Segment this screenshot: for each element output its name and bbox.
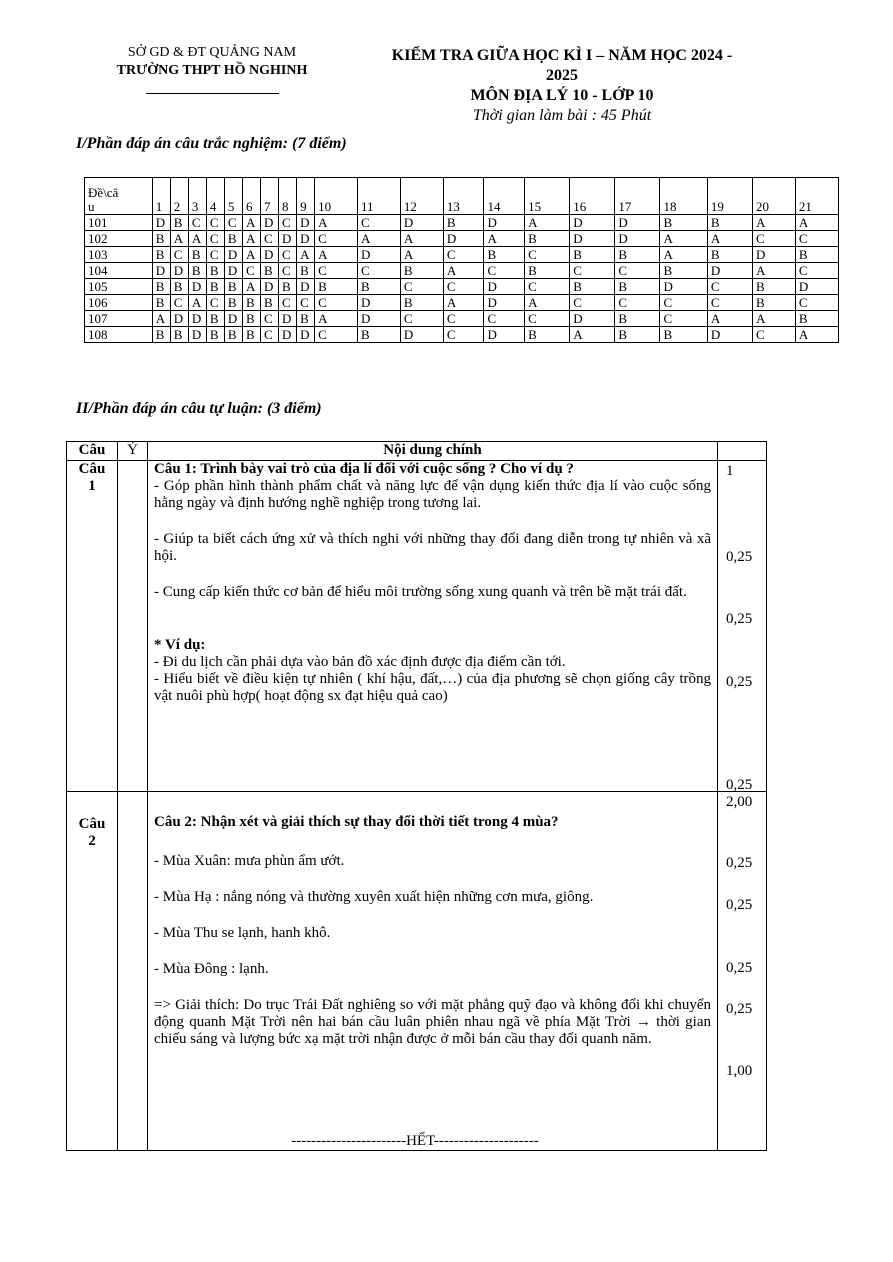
q2-total-score: 2,00 (726, 794, 753, 810)
mc-answer-cell: C (279, 215, 297, 231)
mc-answer-cell: A (315, 215, 358, 231)
mc-answer-cell: C (570, 263, 615, 279)
mc-answer-cell: D (484, 215, 525, 231)
mc-answer-cell: B (358, 279, 401, 295)
mc-row (85, 231, 839, 247)
section1-title: I/Phần đáp án câu trắc nghiệm: (7 điểm) (76, 135, 347, 152)
mc-answer-cell: B (660, 215, 707, 231)
q1-example-title: * Ví dụ: (154, 637, 206, 653)
q2-label (67, 792, 118, 1151)
mc-answer-cell: B (707, 215, 752, 231)
q1-title-score: 1 (726, 463, 734, 479)
mc-answer-cell: A (753, 263, 796, 279)
mc-question-number: 7 (261, 178, 279, 215)
header-right (362, 46, 762, 126)
essay-row-q1 (67, 461, 767, 792)
q2-summer: - Mùa Hạ : nắng nóng và thường xuyên xuất hiện những cơn mưa, giông. (154, 889, 594, 905)
mc-answer-cell: C (660, 295, 707, 311)
mc-question-number: 1 (152, 178, 170, 215)
mc-answer-cell: C (206, 215, 224, 231)
mc-exam-code: 108 (85, 327, 153, 343)
mc-answer-cell: D (297, 231, 315, 247)
q2-label-line2: 2 (88, 833, 96, 849)
mc-answer-cell: D (707, 263, 752, 279)
mc-answer-cell: D (795, 279, 838, 295)
essay-answer-table (66, 441, 767, 1151)
mc-exam-code: 104 (85, 263, 153, 279)
mc-row (85, 311, 839, 327)
mc-answer-cell: B (206, 327, 224, 343)
mc-answer-cell: A (795, 215, 838, 231)
mc-answer-cell: C (753, 231, 796, 247)
mc-question-number: 11 (358, 178, 401, 215)
mc-answer-cell: B (206, 263, 224, 279)
mc-answer-cell: A (358, 231, 401, 247)
mc-answer-cell: C (443, 247, 484, 263)
mc-answer-cell: C (795, 263, 838, 279)
mc-answer-cell: A (170, 231, 188, 247)
exam-title-line1: KIỂM TRA GIỮA HỌC KÌ I – NĂM HỌC 2024 - (391, 47, 733, 64)
mc-answer-cell: A (660, 231, 707, 247)
mc-answer-cell: B (753, 279, 796, 295)
mc-answer-cell: D (261, 279, 279, 295)
school-name: TRƯỜNG THPT HỒ NGHINH (116, 63, 308, 78)
mc-answer-cell: C (297, 295, 315, 311)
mc-answer-cell: A (707, 311, 752, 327)
mc-answer-cell: A (400, 231, 443, 247)
mc-answer-cell: A (795, 327, 838, 343)
mc-answer-cell: A (188, 231, 206, 247)
mc-exam-code: 102 (85, 231, 153, 247)
mc-answer-cell: A (297, 247, 315, 263)
q1-label-line2: 1 (88, 478, 96, 494)
mc-question-number: 3 (188, 178, 206, 215)
q1-example-score: 0,25 (726, 777, 753, 793)
mc-answer-cell: D (152, 215, 170, 231)
mc-answer-cell: D (615, 215, 660, 231)
mc-answer-cell: A (315, 311, 358, 327)
q2-content (148, 792, 718, 1151)
q1-point-2: - Giúp ta biết cách ứng xử và thích nghi với những thay đổi đang diễn trong tự nhiên và xã hội. (154, 531, 711, 564)
mc-answer-cell: C (206, 295, 224, 311)
mc-answer-cell: D (570, 215, 615, 231)
q1-label (67, 461, 118, 792)
mc-answer-cell: A (242, 231, 260, 247)
mc-answer-cell: B (707, 247, 752, 263)
mc-row (85, 263, 839, 279)
mc-answer-cell: D (358, 311, 401, 327)
q1-title: Câu 1: Trình bày vai trò của địa lí đối với cuộc sống ? Cho ví dụ ? (154, 461, 574, 477)
mc-answer-cell: B (152, 247, 170, 263)
mc-answer-cell: A (152, 311, 170, 327)
mc-question-number: 19 (707, 178, 752, 215)
q1-score-1: 0,25 (726, 549, 753, 565)
mc-answer-cell: D (152, 263, 170, 279)
mc-row (85, 327, 839, 343)
mc-answer-cell: B (261, 295, 279, 311)
mc-answer-cell: B (400, 263, 443, 279)
mc-question-number: 13 (443, 178, 484, 215)
department-name: SỞ GD & ĐT QUẢNG NAM (127, 45, 297, 60)
mc-answer-cell: A (400, 247, 443, 263)
mc-answer-cell: C (242, 263, 260, 279)
mc-answer-cell: C (170, 295, 188, 311)
mc-answer-cell: C (261, 327, 279, 343)
mc-answer-cell: C (206, 247, 224, 263)
mc-answer-cell: C (206, 231, 224, 247)
mc-answer-cell: D (188, 279, 206, 295)
mc-answer-cell: D (443, 231, 484, 247)
mc-answer-cell: C (358, 215, 401, 231)
mc-row (85, 247, 839, 263)
mc-answer-cell: B (660, 263, 707, 279)
end-marker: -----------------------HẾT--------------------- (291, 1133, 539, 1149)
q2-autumn: - Mùa Thu se lạnh, hanh khô. (154, 925, 331, 941)
mc-answer-cell: C (615, 295, 660, 311)
mc-answer-cell: C (484, 263, 525, 279)
mc-answer-cell: C (443, 327, 484, 343)
mc-row (85, 279, 839, 295)
mc-answer-cell: B (261, 263, 279, 279)
q1-label-line1: Câu (78, 461, 106, 477)
mc-answer-cell: A (660, 247, 707, 263)
mc-question-number: 16 (570, 178, 615, 215)
mc-answer-cell: D (660, 279, 707, 295)
mc-question-number: 20 (753, 178, 796, 215)
mc-answer-cell: C (358, 263, 401, 279)
mc-answer-cell: C (279, 247, 297, 263)
mc-answer-cell: D (297, 279, 315, 295)
mc-answer-cell: B (170, 327, 188, 343)
mc-answer-cell: D (358, 247, 401, 263)
mc-exam-code: 101 (85, 215, 153, 231)
mc-answer-cell: D (188, 327, 206, 343)
mc-answer-cell: C (753, 327, 796, 343)
q2-winter-score: 0,25 (726, 960, 753, 976)
essay-row-q2 (67, 792, 767, 1151)
q2-explain-score-a: 0,25 (726, 1001, 753, 1017)
mc-answer-table (84, 177, 839, 343)
header-content: Nội dung chính (148, 442, 718, 461)
mc-answer-cell: D (570, 311, 615, 327)
mc-answer-cell: B (525, 231, 570, 247)
mc-answer-cell: B (570, 279, 615, 295)
mc-answer-cell: C (525, 279, 570, 295)
mc-question-number: 4 (206, 178, 224, 215)
mc-answer-cell: C (525, 311, 570, 327)
mc-answer-cell: B (224, 231, 242, 247)
mc-answer-cell: B (753, 295, 796, 311)
mc-answer-cell: D (570, 231, 615, 247)
mc-answer-cell: A (484, 231, 525, 247)
mc-answer-cell: A (707, 231, 752, 247)
mc-answer-cell: B (170, 279, 188, 295)
mc-answer-cell: D (279, 311, 297, 327)
mc-answer-cell: D (170, 311, 188, 327)
q1-example-2: - Hiểu biết về điều kiện tự nhiên ( khí hậu, đất,…) của địa phương sẽ chọn giống cây trồng vật nuôi phù hợp( hoạt động sx đạt hiệu quả cao) (154, 671, 711, 704)
mc-answer-cell: B (152, 327, 170, 343)
mc-answer-cell: B (242, 327, 260, 343)
mc-answer-cell: A (525, 295, 570, 311)
q1-score-3: 0,25 (726, 674, 753, 690)
mc-answer-cell: D (707, 327, 752, 343)
mc-answer-cell: C (660, 311, 707, 327)
mc-answer-cell: C (443, 311, 484, 327)
mc-answer-cell: C (170, 247, 188, 263)
mc-exam-code: 105 (85, 279, 153, 295)
mc-answer-cell: B (400, 295, 443, 311)
mc-answer-cell: D (224, 247, 242, 263)
mc-answer-cell: B (525, 327, 570, 343)
mc-answer-cell: B (170, 215, 188, 231)
q1-score-2: 0,25 (726, 611, 753, 627)
mc-answer-cell: A (443, 295, 484, 311)
mc-answer-cell: A (570, 327, 615, 343)
q1-point-1: - Góp phần hình thành phẩm chất và năng lực để vận dụng kiến thức địa lí vào cuộc sống hằng ngày và định hướng nghề nghiệp trong tương lai. (154, 478, 711, 511)
header-cau: Câu (67, 442, 118, 461)
exam-title-line2: 2025 (546, 67, 578, 84)
header-divider (146, 93, 279, 94)
q2-label-line1: Câu (78, 816, 106, 832)
mc-answer-cell: B (570, 247, 615, 263)
mc-question-number: 12 (400, 178, 443, 215)
mc-question-number: 5 (224, 178, 242, 215)
mc-answer-cell: C (400, 311, 443, 327)
mc-answer-cell: B (615, 247, 660, 263)
mc-answer-cell: A (242, 215, 260, 231)
mc-answer-cell: B (525, 263, 570, 279)
mc-answer-cell: D (484, 279, 525, 295)
mc-answer-cell: D (170, 263, 188, 279)
mc-row (85, 215, 839, 231)
mc-answer-cell: C (484, 311, 525, 327)
mc-question-number: 9 (297, 178, 315, 215)
mc-answer-cell: B (358, 327, 401, 343)
mc-answer-cell: D (484, 327, 525, 343)
mc-header-row (85, 178, 839, 215)
mc-question-number: 15 (525, 178, 570, 215)
mc-answer-cell: B (443, 215, 484, 231)
q2-y-cell (118, 792, 148, 1151)
mc-answer-cell: D (400, 327, 443, 343)
mc-answer-cell: D (279, 231, 297, 247)
mc-answer-cell: C (795, 295, 838, 311)
q1-y-cell (118, 461, 148, 792)
mc-answer-cell: B (615, 327, 660, 343)
mc-answer-cell: B (795, 311, 838, 327)
mc-answer-cell: C (443, 279, 484, 295)
mc-answer-cell: B (615, 279, 660, 295)
q2-spring-score: 0,25 (726, 855, 753, 871)
mc-answer-cell: C (525, 247, 570, 263)
mc-answer-cell: B (615, 311, 660, 327)
mc-answer-cell: B (279, 279, 297, 295)
mc-exam-code: 103 (85, 247, 153, 263)
q2-scores (718, 792, 767, 1151)
header-score (718, 442, 767, 461)
q2-spring: - Mùa Xuân: mưa phùn ẩm ướt. (154, 853, 345, 869)
mc-corner-label (85, 178, 153, 215)
mc-question-number: 10 (315, 178, 358, 215)
mc-answer-cell: B (242, 311, 260, 327)
mc-answer-cell: C (795, 231, 838, 247)
mc-answer-cell: A (242, 279, 260, 295)
mc-answer-cell: D (224, 311, 242, 327)
mc-answer-cell: A (525, 215, 570, 231)
mc-answer-cell: D (261, 247, 279, 263)
mc-answer-cell: B (242, 295, 260, 311)
mc-answer-cell: C (315, 263, 358, 279)
q2-explain: => Giải thích: Do trục Trái Đất nghiêng so với mặt phẳng quỹ đạo và không đổi khi chuyển động quanh Mặt Trời nên hai bán cầu luân phiên nhau ngã về phía Mặt Trời → thời gian chiếu sáng và lượng bức xạ mặt trời nhận được ở mỗi bán cầu thay đổi quanh năm. (154, 997, 711, 1047)
mc-question-number: 17 (615, 178, 660, 215)
q1-content (148, 461, 718, 792)
mc-question-number: 18 (660, 178, 707, 215)
mc-answer-cell: A (188, 295, 206, 311)
header-left (96, 44, 328, 80)
mc-answer-cell: C (400, 279, 443, 295)
mc-answer-cell: B (188, 247, 206, 263)
mc-answer-cell: B (484, 247, 525, 263)
mc-answer-cell: C (570, 295, 615, 311)
mc-answer-cell: D (188, 311, 206, 327)
mc-row (85, 295, 839, 311)
mc-question-number: 6 (242, 178, 260, 215)
mc-answer-cell: B (297, 311, 315, 327)
mc-exam-code: 107 (85, 311, 153, 327)
mc-answer-cell: D (297, 327, 315, 343)
mc-answer-cell: C (261, 311, 279, 327)
mc-answer-cell: B (206, 279, 224, 295)
mc-answer-cell: C (315, 295, 358, 311)
mc-question-number: 14 (484, 178, 525, 215)
mc-answer-cell: A (242, 247, 260, 263)
mc-answer-cell: C (315, 231, 358, 247)
mc-answer-cell: D (484, 295, 525, 311)
mc-answer-cell: D (261, 215, 279, 231)
q2-title: Câu 2: Nhận xét và giải thích sự thay đổi thời tiết trong 4 mùa? (154, 814, 559, 830)
mc-answer-cell: C (279, 263, 297, 279)
mc-corner-line1: Đề\câ (88, 185, 119, 200)
mc-corner-line2: u (88, 199, 95, 214)
mc-question-number: 2 (170, 178, 188, 215)
mc-answer-cell: B (206, 311, 224, 327)
mc-answer-cell: A (753, 215, 796, 231)
essay-header-row (67, 442, 767, 461)
mc-answer-cell: D (358, 295, 401, 311)
mc-answer-cell: C (707, 279, 752, 295)
mc-answer-cell: B (152, 279, 170, 295)
q1-scores (718, 461, 767, 792)
mc-answer-cell: D (400, 215, 443, 231)
mc-question-number: 8 (279, 178, 297, 215)
exam-time: Thời gian làm bài : 45 Phút (472, 107, 652, 124)
q2-explain-score-b: 1,00 (726, 1063, 753, 1079)
mc-answer-cell: C (279, 295, 297, 311)
mc-answer-cell: B (795, 247, 838, 263)
q2-summer-score: 0,25 (726, 897, 753, 913)
mc-exam-code: 106 (85, 295, 153, 311)
mc-answer-cell: B (224, 279, 242, 295)
mc-answer-cell: A (753, 311, 796, 327)
mc-answer-cell: B (224, 295, 242, 311)
mc-answer-cell: C (261, 231, 279, 247)
mc-answer-cell: D (297, 215, 315, 231)
subject-title: MÔN ĐỊA LÝ 10 - LỚP 10 (470, 87, 654, 104)
mc-answer-cell: B (188, 263, 206, 279)
mc-answer-cell: D (615, 231, 660, 247)
mc-answer-cell: C (615, 263, 660, 279)
mc-answer-cell: C (707, 295, 752, 311)
mc-answer-cell: B (224, 327, 242, 343)
mc-answer-cell: A (443, 263, 484, 279)
q1-example-1: - Đi du lịch cần phải dựa vào bản đồ xác định được địa điểm cần tới. (154, 654, 566, 670)
mc-answer-cell: D (753, 247, 796, 263)
mc-answer-cell: D (279, 327, 297, 343)
header-y: Ý (118, 442, 148, 461)
mc-answer-cell: C (224, 215, 242, 231)
mc-answer-cell: C (315, 327, 358, 343)
mc-answer-cell: B (297, 263, 315, 279)
mc-answer-cell: B (152, 231, 170, 247)
mc-answer-cell: B (152, 295, 170, 311)
mc-answer-cell: B (315, 279, 358, 295)
section2-title: II/Phần đáp án câu tự luận: (3 điểm) (76, 400, 322, 417)
mc-answer-cell: B (660, 327, 707, 343)
mc-question-number: 21 (795, 178, 838, 215)
q2-winter: - Mùa Đông : lạnh. (154, 961, 269, 977)
mc-answer-cell: C (188, 215, 206, 231)
q1-point-3: - Cung cấp kiến thức cơ bản để hiểu môi trường sống xung quanh và trên bề mặt trái đất. (154, 584, 687, 600)
mc-answer-cell: D (224, 263, 242, 279)
mc-answer-cell: A (315, 247, 358, 263)
